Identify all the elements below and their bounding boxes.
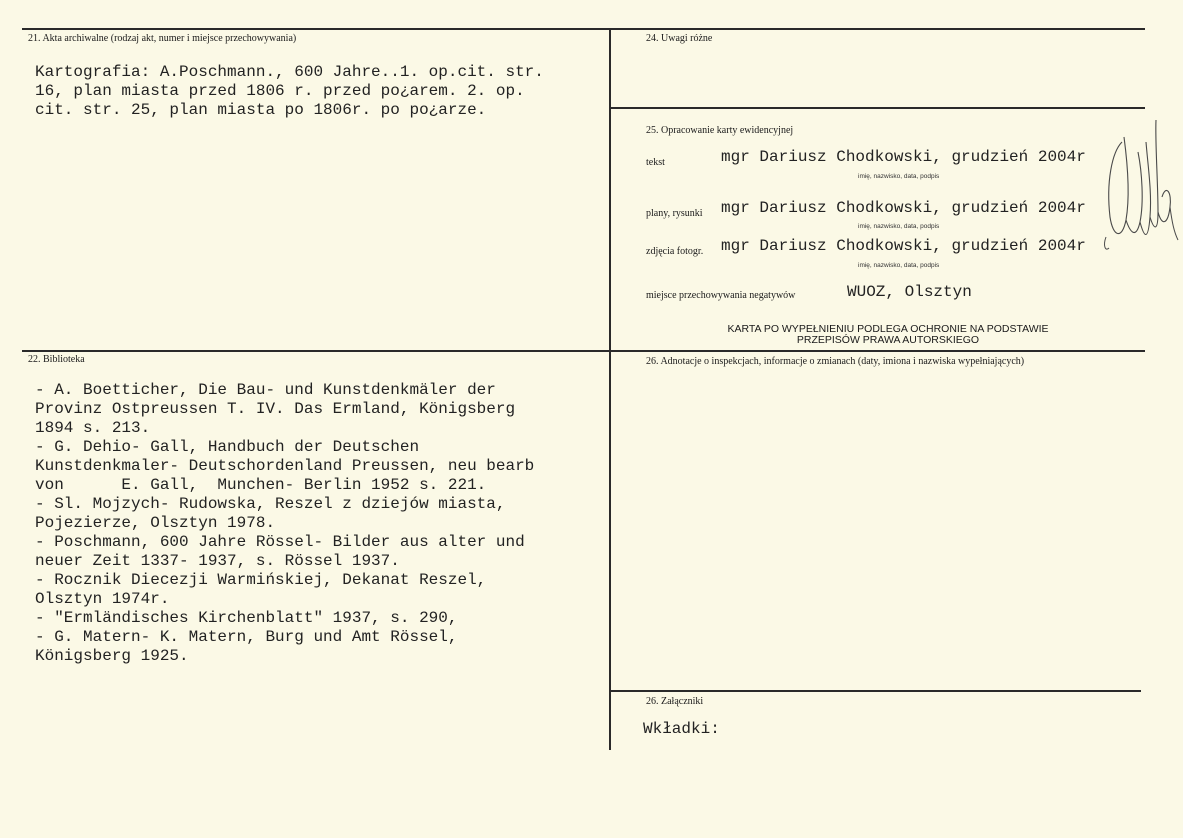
library-line: - G. Matern- K. Matern, Burg und Amt Rössel, <box>35 628 458 646</box>
prep-caption: imię, nazwisko, data, podpis <box>858 173 940 180</box>
remarks-header: 24. Uwagi różne <box>646 33 713 44</box>
prep-caption: imię, nazwisko, data, podpis <box>858 223 940 230</box>
library-line: Kunstdenkmaler- Deutschordenland Preussen, neu bearb <box>35 457 535 475</box>
library-line: neuer Zeit 1337- 1937, s. Rössel 1937. <box>35 552 400 570</box>
prep-value-photos: mgr Dariusz Chodkowski, grudzień 2004r <box>721 237 1086 255</box>
library-line: - Poschmann, 600 Jahre Rössel- Bilder aus alter und <box>35 533 525 551</box>
library-line: - G. Dehio- Gall, Handbuch der Deutschen <box>35 438 420 456</box>
negatives-label: miejsce przechowywania negatywów <box>646 290 796 301</box>
library-line: Provinz Ostpreussen T. IV. Das Ermland, Königsberg <box>35 400 516 418</box>
library-line: - Rocznik Diecezji Warmińskiej, Dekanat Reszel, <box>35 571 487 589</box>
library-line: - "Ermländisches Kirchenblatt" 1937, s. 290, <box>35 609 458 627</box>
library-line: Olsztyn 1974r. <box>35 590 170 608</box>
top-rule <box>22 28 1145 30</box>
library-line: - Sl. Mojzych- Rudowska, Reszel z dziejów miasta, <box>35 495 506 513</box>
archival-line: Kartografia: A.Poschmann., 600 Jahre..1. op.cit. str. <box>35 63 544 81</box>
archival-line: cit. str. 25, plan miasta po 1806r. po po¿arze. <box>35 101 487 119</box>
prep-value-text: mgr Dariusz Chodkowski, grudzień 2004r <box>721 148 1086 166</box>
prep-label-plans: plany, rysunki <box>646 208 703 219</box>
archival-line: 16, plan miasta przed 1806 r. przed po¿arem. 2. op. <box>35 82 525 100</box>
signature <box>1100 112 1180 262</box>
remarks-rule <box>611 107 1145 109</box>
archival-header: 21. Akta archiwalne (rodzaj akt, numer i miejsce przechowywania) <box>28 33 297 44</box>
library-line: Königsberg 1925. <box>35 647 189 665</box>
middle-rule <box>22 350 1145 352</box>
prep-caption: imię, nazwisko, data, podpis <box>858 262 940 269</box>
attachments-rule <box>611 690 1141 692</box>
copyright-notice <box>690 324 1086 346</box>
prep-value-plans: mgr Dariusz Chodkowski, grudzień 2004r <box>721 199 1086 217</box>
prep-label-photos: zdjęcia fotogr. <box>646 246 704 257</box>
prep-label-text: tekst <box>646 157 665 168</box>
copyright-notice-line: KARTA PO WYPEŁNIENIU PODLEGA OCHRONIE NA PODSTAWIE <box>727 323 1049 335</box>
library-line: 1894 s. 213. <box>35 419 151 437</box>
attachments-header: 26. Załączniki <box>646 696 704 707</box>
vertical-divider <box>609 28 611 750</box>
library-line: - A. Boetticher, Die Bau- und Kunstdenkmäler der <box>35 381 496 399</box>
scan-edge <box>1183 0 1199 838</box>
copyright-notice-line: PRZEPISÓW PRAWA AUTORSKIEGO <box>796 334 980 346</box>
library-line: Pojezierze, Olsztyn 1978. <box>35 514 276 532</box>
annotations-header: 26. Adnotacje o inspekcjach, informacje o zmianach (daty, imiona i nazwiska wypełniających) <box>646 356 1025 367</box>
attachments-value: Wkładki: <box>643 720 720 738</box>
library-line: von E. Gall, Munchen- Berlin 1952 s. 221. <box>35 476 487 494</box>
library-header: 22. Biblioteka <box>28 354 85 365</box>
preparation-header: 25. Opracowanie karty ewidencyjnej <box>646 125 794 136</box>
negatives-value: WUOZ, Olsztyn <box>847 283 972 301</box>
